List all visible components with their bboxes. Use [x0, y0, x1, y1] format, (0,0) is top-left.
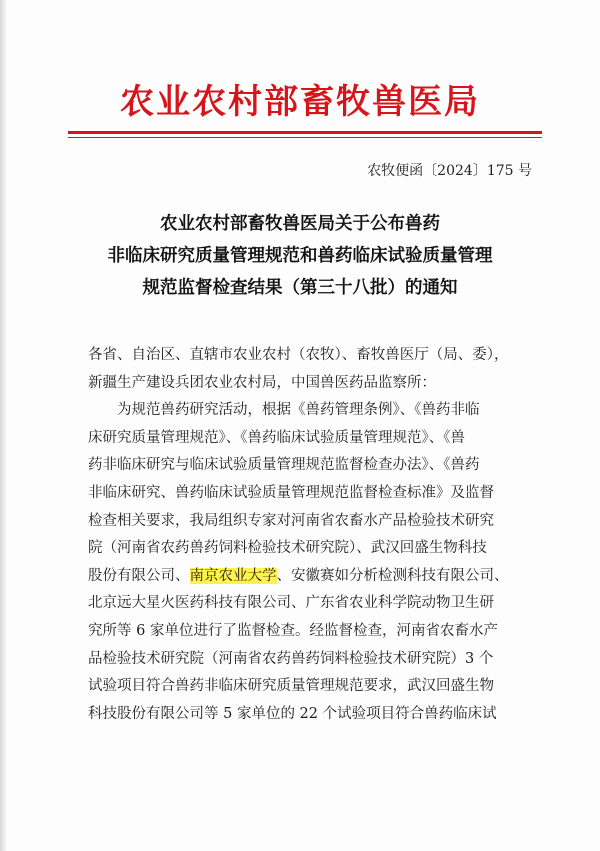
red-header-rule-thick [68, 131, 542, 134]
page-edge-shadow [0, 0, 6, 851]
body-line: 究所等 6 家单位进行了监督检查。经监督检查，河南省农畜水产 [88, 622, 498, 639]
body-line-addressee: 新疆生产建设兵团农业农村局，中国兽医药品监察所： [88, 374, 436, 391]
document-body [88, 342, 536, 728]
document-title-line: 非临床研究质量管理规范和兽药临床试验质量管理 [107, 246, 493, 266]
body-line: 北京远大星火医药科技有限公司、广东省农业科学院动物卫生研 [88, 595, 494, 612]
body-line: 试验项目符合兽药非临床研究质量管理规范要求，武汉回盛生物 [88, 678, 494, 695]
body-line: 床研究质量管理规范》、《兽药临床试验质量管理规范》、《兽 [88, 429, 465, 446]
body-line-with-highlight [88, 563, 536, 591]
document-title [60, 208, 540, 304]
body-line: 为规范兽药研究活动，根据《兽药管理条例》、《兽药非临 [117, 402, 480, 419]
body-line: 检查相关要求，我局组织专家对河南省农畜水产品检验技术研究 [88, 512, 494, 529]
body-line: 药非临床研究与临床试验质量管理规范监督检查办法》、《兽药 [88, 457, 480, 474]
document-title-line: 规范监督检查结果（第三十八批）的通知 [142, 278, 458, 298]
body-line: 科技股份有限公司等 5 家单位的 22 个试验项目符合兽药临床试 [88, 705, 497, 722]
issuer-header-title: 农业农村部畜牧兽医局 [120, 82, 480, 122]
document-number: 农牧便函〔2024〕175 号 [367, 163, 532, 179]
red-header-rule-thin [68, 137, 542, 138]
body-line: 品检验技术研究院（河南省农药兽药饲料检验技术研究院）3 个 [88, 650, 494, 667]
body-text-segment: 股份有限公司、 [88, 567, 190, 584]
document-title-line: 农业农村部畜牧兽医局关于公布兽药 [160, 214, 440, 234]
body-line: 非临床研究、兽药临床试验质量管理规范监督检查标准》及监督 [88, 484, 494, 501]
body-text-segment: 、安徽赛如分析检测科技有限公司、 [276, 567, 509, 584]
highlighted-institution: 南京农业大学 [189, 567, 277, 584]
body-line-addressee: 各省、自治区、直辖市农业农村（农牧）、畜牧兽医厅（局、委）， [88, 347, 509, 363]
body-line: 院（河南省农药兽药饲料检验技术研究院）、武汉回盛生物科技 [88, 540, 487, 557]
